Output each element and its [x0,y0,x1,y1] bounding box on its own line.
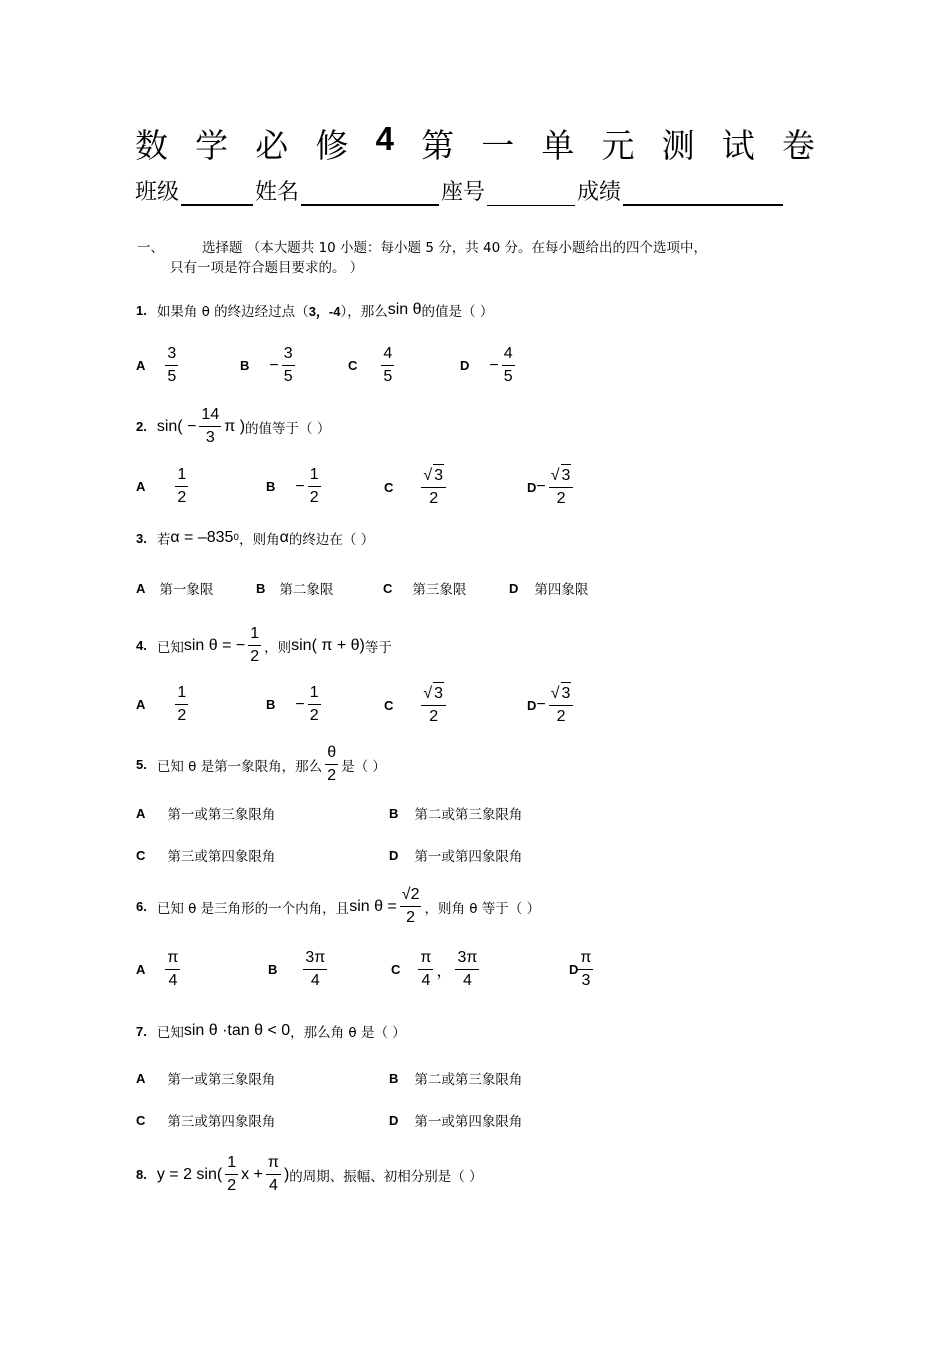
title-char: 单 [541,126,575,165]
student-info-row [135,175,785,206]
denominator: 5 [503,368,513,385]
denominator: 3 [581,972,591,989]
denominator: 2 [309,489,319,506]
question-text: ，那么角 θ 是（ ） [290,1025,406,1041]
option-text: 第三或第四象限角 [167,849,276,865]
title-char: 数 [135,126,168,165]
denominator: 5 [167,368,177,385]
question-6 [136,884,540,929]
denominator: 4 [462,972,472,989]
q6-option-d[interactable] [569,947,596,992]
q3-option-a[interactable] [136,578,213,598]
question-text: ），那么 [340,304,388,320]
fraction [248,623,261,668]
denominator: 2 [227,1177,237,1194]
math-expr: sin θ = [349,897,397,915]
q7-option-c[interactable] [136,1110,275,1130]
option-label: A [136,580,146,596]
numerator: θ [325,742,338,765]
q3-option-c[interactable] [383,578,466,598]
question-text: 的值是（ ） [421,304,494,320]
math-expr: π ) [224,417,246,435]
minus-sign: − [269,356,279,374]
degree-sup: 0 [233,533,240,543]
option-label: C [391,962,401,977]
denominator: 3 [205,429,215,446]
option-label: C [136,1112,146,1128]
q2-option-d[interactable] [527,464,576,510]
denominator: 4 [268,1177,278,1194]
question-5 [136,742,386,787]
math-expr: sin θ ·tan θ < 0 [183,1022,291,1039]
q2-option-b[interactable] [266,464,324,509]
option-label: B [256,580,266,596]
question-3 [136,528,374,548]
q1-option-d[interactable] [460,343,518,388]
title-char: 必 [255,126,289,165]
question-1 [136,300,493,320]
question-number: 8. [136,1167,147,1182]
fraction [455,947,479,992]
q7-option-a[interactable] [136,1068,275,1088]
title-char: 卷 [781,126,815,165]
title-char: 学 [195,126,229,165]
section-heading [137,238,707,258]
question-number: 7. [136,1023,147,1039]
title-char: 4 [375,120,394,157]
option-text: 第一象限 [159,582,214,598]
minus-sign: − [536,696,546,713]
question-text: ，则角 θ 等于（ ） [424,900,541,917]
title-char: 测 [661,126,695,165]
option-label: C [384,479,394,495]
title-char: 第 [421,126,455,165]
question-text: 是（ ） [341,758,386,775]
option-label: D [460,358,470,373]
q3-option-d[interactable] [509,578,588,598]
question-4 [136,623,392,668]
q7-option-d[interactable] [389,1110,522,1130]
math-expr: y = 2 sin( [156,1165,223,1183]
option-label: D [527,479,537,495]
fraction [175,682,188,727]
fraction [225,1152,238,1197]
option-label: A [136,358,146,373]
question-text: ，则 [264,639,292,656]
math-expr: sin( π + θ) [291,636,365,654]
option-label: A [136,1070,146,1086]
fraction [308,464,321,509]
question-text: 已知 [156,639,184,656]
minus-sign: − [489,356,499,374]
option-label: B [266,479,276,494]
numerator: 1 [248,623,261,646]
math-expr: sin( − [156,417,197,435]
option-label: D [389,847,399,863]
class-label: 班级 [135,180,180,205]
name-label: 姓名 [255,180,300,205]
question-text: 的终边在（ ） [288,532,375,548]
q1-option-b[interactable] [240,343,298,388]
option-label: A [136,805,146,821]
option-text: 第一或第四象限角 [414,1114,523,1130]
title-char: 一 [481,126,515,165]
option-label: C [383,580,393,596]
q6-option-b[interactable] [268,947,330,992]
fraction [381,343,394,388]
numerator: 3π [455,947,479,970]
numerator: 3 [282,343,295,366]
section-text-line2: 只有一项是符合题目要求的。 ） [170,260,364,276]
math-expr: α [279,529,289,546]
q6-option-a[interactable] [136,947,183,992]
option-label: D [527,697,537,713]
denominator: 4 [168,972,178,989]
option-label: D [509,580,519,596]
math-expr: x + [241,1165,263,1183]
seat-blank[interactable] [487,181,575,206]
option-text: 第一或第四象限角 [414,849,523,865]
q4-option-d[interactable] [527,682,576,728]
question-number: 2. [136,419,147,434]
question-number: 1. [136,302,147,318]
option-label: A [136,479,146,494]
title-char: 试 [721,126,755,165]
option-label: C [136,847,146,863]
denominator: 5 [383,368,393,385]
math-expr: α = –835 [170,529,234,546]
minus-sign: − [536,478,546,495]
q5-option-d[interactable] [389,845,522,865]
math-expr: sin θ [387,301,422,318]
fraction [165,343,178,388]
denominator: 2 [429,490,439,507]
question-text: 已知 θ 是三角形的一个内角，且 [156,900,350,917]
fraction [418,947,433,992]
question-7 [136,1021,406,1041]
fraction [303,947,327,992]
option-label: B [266,697,276,712]
q5-option-a[interactable] [136,803,275,823]
denominator: 2 [250,648,260,665]
q2-option-a[interactable] [136,464,191,509]
name-blank[interactable] [301,180,439,206]
fraction [325,742,338,787]
title-char: 修 [315,126,349,165]
section-number: 一、 [137,240,164,256]
radicand: 3 [561,682,572,705]
question-2 [136,404,330,449]
fraction [578,947,593,992]
q1-option-a[interactable] [136,343,181,388]
minus-sign: − [295,695,305,713]
option-label: A [136,697,146,712]
question-number: 3. [136,530,147,546]
section-text-line1: 选择题 （本大题共 10 小题：每小题 5 分，共 40 分。在每小题给出的四个选项中， [202,240,707,256]
denominator: 2 [406,909,416,926]
score-label: 成绩 [577,180,622,205]
denominator: 5 [283,368,293,385]
q5-option-c[interactable] [136,845,275,865]
numerator: 1 [175,682,188,705]
option-text: 第四象限 [534,582,589,598]
numerator: 3 [165,343,178,366]
fraction: $\frac{√ 3}{2}$ [421,682,446,728]
question-text: ，则角 [239,532,280,548]
fraction [165,947,180,992]
point-coords: 3，-4 [308,303,341,319]
option-label: C [348,358,358,373]
question-text: 已知 θ 是第一象限角，那么 [156,758,323,775]
option-text: 第二象限 [279,582,334,598]
radicand: 3 [561,464,572,487]
seat-label: 座号 [441,180,486,205]
numerator: 3π [303,947,327,970]
question-text: 若 [156,532,171,548]
numerator: 1 [308,464,321,487]
fraction [400,884,422,929]
option-label: D [389,1112,399,1128]
fraction [282,343,295,388]
option-text: 第三或第四象限角 [167,1114,276,1130]
title-char: 元 [601,126,635,165]
option-text: 第三象限 [412,582,467,598]
math-expr: sin θ = − [183,636,246,654]
q5-option-b[interactable] [389,803,522,823]
option-text: 第一或第三象限角 [167,807,276,823]
option-label: C [384,697,394,713]
minus-sign: − [295,477,305,495]
numerator: 4 [381,343,394,366]
numerator: 1 [308,682,321,705]
fraction: $\frac{√ 3}{2}$ [421,464,446,510]
score-blank[interactable] [623,180,783,206]
denominator: 2 [309,707,319,724]
numerator: π [165,947,180,970]
class-blank[interactable] [181,180,253,206]
denominator: 2 [556,708,566,725]
denominator: 2 [177,489,187,506]
numerator: 1 [225,1152,238,1175]
option-text: 第二或第三象限角 [414,807,523,823]
question-text: 的值等于（ ） [245,420,331,437]
question-8 [136,1152,483,1197]
question-text: 等于 [364,639,392,656]
question-number: 4. [136,638,147,653]
numerator: 4 [502,343,515,366]
question-text: 如果角 θ 的终边经过点（ [156,304,309,320]
denominator: 2 [556,490,566,507]
fraction: $\frac{√ 3}{2}$ [549,682,574,728]
q1-option-c[interactable] [348,343,397,388]
numerator: 1 [175,464,188,487]
q4-option-c[interactable] [384,682,449,728]
fraction [266,1152,281,1197]
numerator: π [418,947,433,970]
q4-option-b[interactable] [266,682,324,727]
q2-option-c[interactable] [384,464,449,510]
numerator: π [266,1152,281,1175]
option-label: B [268,962,278,977]
option-label: B [240,358,250,373]
fraction [308,682,321,727]
denominator: 2 [429,708,439,725]
option-text: 第二或第三象限角 [414,1072,523,1088]
option-label: B [389,805,399,821]
math-expr: ) [283,1165,290,1183]
q4-option-a[interactable] [136,682,191,727]
q7-option-b[interactable] [389,1068,522,1088]
denominator: 2 [327,767,337,784]
option-text: 第一或第三象限角 [167,1072,276,1088]
numerator: π [578,947,593,970]
fraction: $\frac{√ 3}{2}$ [549,464,574,510]
question-text: 已知 [156,1025,184,1041]
option-label: D [569,962,579,977]
page-title [135,120,815,167]
fraction [502,343,515,388]
denominator: 2 [177,707,187,724]
fraction [175,464,188,509]
fraction [199,404,221,449]
option-label: A [136,962,146,977]
denominator: 4 [310,972,320,989]
denominator: 4 [421,972,431,989]
numerator: 14 [199,404,221,427]
numerator: √2 [400,884,422,907]
q6-option-c[interactable] [391,947,482,992]
option-label: B [389,1070,399,1086]
question-number: 6. [136,899,147,914]
radicand: 3 [433,682,444,705]
q3-option-b[interactable] [256,578,333,598]
question-number: 5. [136,757,147,772]
radicand: 3 [433,464,444,487]
comma: ， [436,961,453,980]
question-text: 的周期、振幅、初相分别是（ ） [289,1168,483,1185]
